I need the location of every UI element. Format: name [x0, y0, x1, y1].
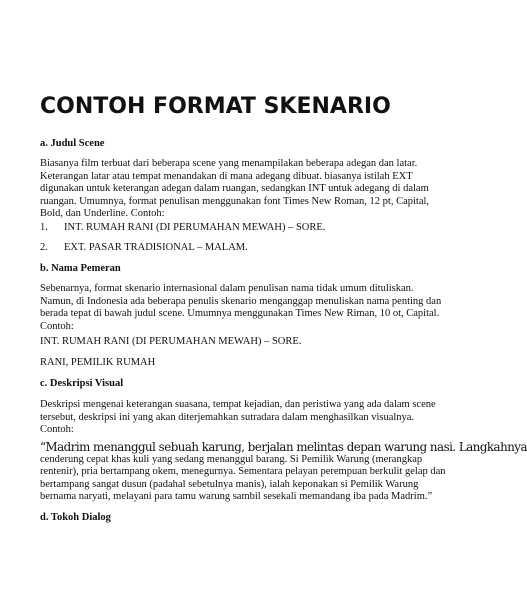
paragraph-line: Deskripsi mengenai keterangan suasana, tempat kejadian, dan peristiwa yang ada dalam scene	[40, 399, 436, 410]
list-number: 2.	[40, 242, 48, 253]
example-character: RANI, PEMILIK RUMAH	[40, 357, 156, 368]
list-item	[40, 242, 438, 253]
paragraph-line: tersebut, deskripsi ini yang akan diterjemahkan sutradara dalam menghasilkan visualnya.	[40, 411, 415, 423]
section-a-heading: a. Judul Scene	[40, 138, 105, 149]
quote-line: bernama naryati, melayani para tamu warung sambil sesekali memandang iba pada Madrim.”	[40, 491, 433, 503]
paragraph-line: Bold, dan Underline. Contoh:	[40, 208, 165, 220]
paragraph-line: Namun, di Indonesia ada beberapa penulis skenario menganggap menuliskan nama penting dan	[40, 295, 442, 307]
quote-line: bertampang sangat dusun (padahal sebetulnya manis), ialah keponakan si Pemilik Warung	[40, 478, 419, 490]
list-text: INT. RUMAH RANI (DI PERUMAHAN MEWAH) – SORE.	[64, 222, 326, 233]
section-c-paragraph	[40, 399, 438, 437]
section-b-paragraph	[40, 283, 442, 333]
paragraph-line: Contoh:	[40, 320, 74, 332]
paragraph-line: Contoh:	[40, 424, 74, 436]
quote-line: cenderung cepat khas kuli yang sedang menanggul barang. Si Pemilik Warung (merangkap	[40, 453, 423, 465]
example-quote	[40, 440, 527, 504]
paragraph-line: berada tepat di bawah judul scene. Umumnya menggunakan Times New Riman, 10 ot, Capital.	[40, 308, 440, 320]
section-d-heading: d. Tokoh Dialog	[40, 512, 111, 523]
paragraph-line: Keterangan latar atau tempat menandakan di mana adegang dibuat. biasanya istilah EXT	[40, 170, 413, 182]
paragraph-line: ruangan. Umumnya, format penulisan menggunakan font Times New Roman, 12 pt, Capital,	[40, 195, 430, 207]
paragraph-line: digunakan untuk keterangan adegan dalam ruangan, sedangkan INT untuk adegang di dalam	[40, 183, 429, 195]
list-text: EXT. PASAR TRADISIONAL – MALAM.	[64, 242, 248, 253]
quote-line: “Madrim menanggul sebuah karung, berjalan melintas depan warung nasi. Langkahnya	[40, 440, 527, 454]
list-number: 1.	[40, 222, 48, 233]
paragraph-line: Biasanya film terbuat dari beberapa scene yang menampilakan beberapa adegan dan latar.	[40, 158, 418, 169]
section-c-heading: c. Deskripsi Visual	[40, 378, 124, 389]
quote-line: rentenir), pria bertampang okem, menegurnya. Sementara pelayan perempuan berkulit gelap dan	[40, 466, 446, 478]
section-a-paragraph	[40, 158, 438, 221]
paragraph-line: Sebenarnya, format skenario internasional dalam penulisan nama tidak umum dituliskan.	[40, 283, 414, 294]
example-scene: INT. RUMAH RANI (DI PERUMAHAN MEWAH) – SORE.	[40, 336, 302, 347]
document-title: CONTOH FORMAT SKENARIO	[40, 94, 391, 119]
section-b-heading: b. Nama Pemeran	[40, 263, 121, 274]
list-item	[40, 222, 438, 233]
